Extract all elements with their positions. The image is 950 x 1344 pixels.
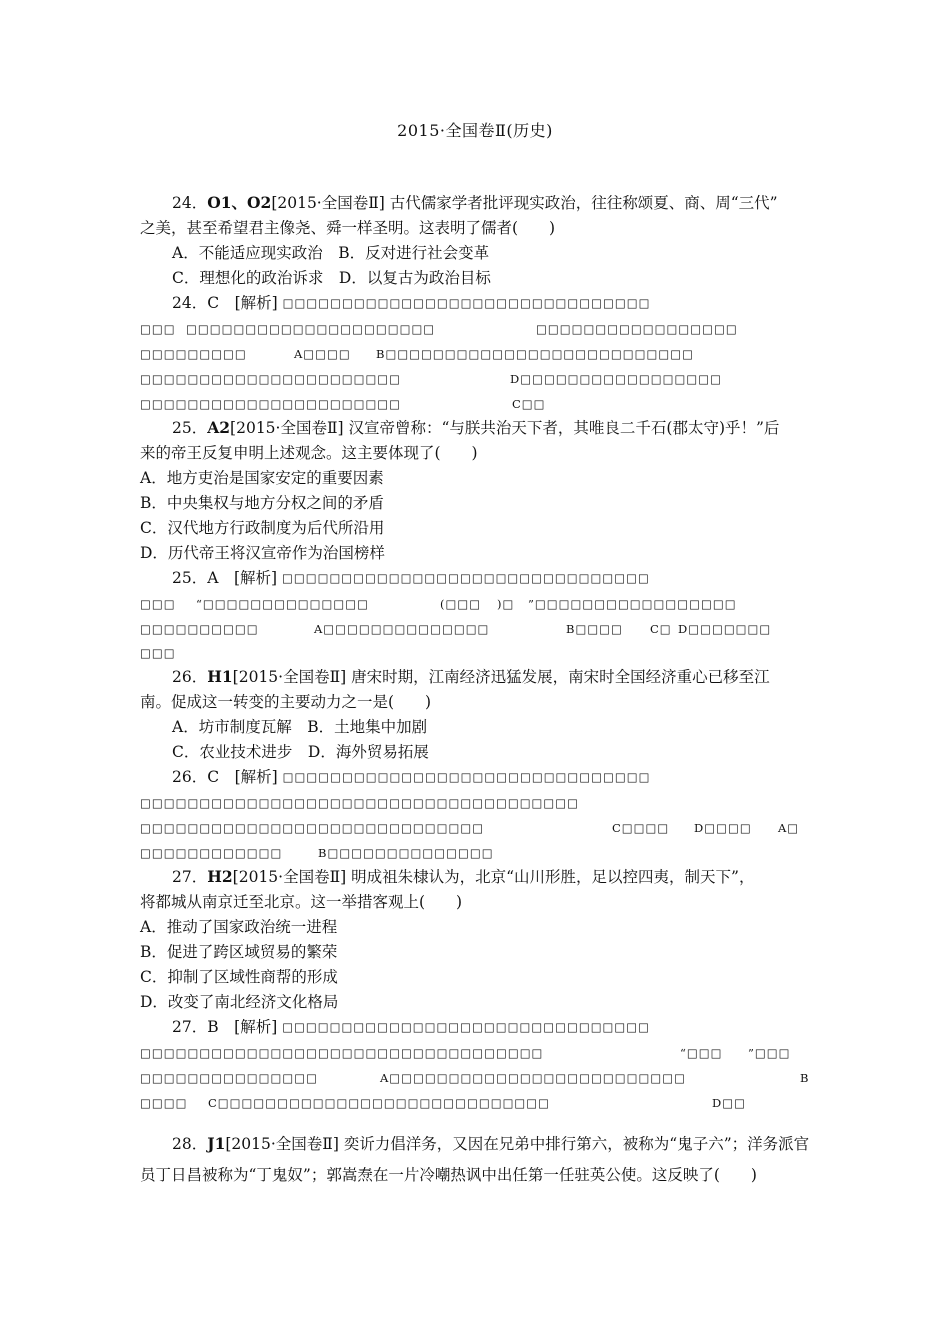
q24-answer-line [172,293,651,313]
q24-options-cd [172,268,491,288]
q27-code: H2 [207,867,233,886]
q26-analysis-garbled-3d: A□ [778,821,800,835]
q25-stem-line1 [172,418,779,438]
q25-analysis-garbled-3d: C□ [650,622,672,636]
q25-stem-line2: 来的帝王反复申明上述观念。这主要体现了( ) [140,444,478,462]
q27-analysis-garbled-3b: A□□□□□□□□□□□□□□□□□□□□□□□□□ [380,1071,686,1085]
q24-option-c: C．理想化的政治诉求 [172,269,324,287]
q27-option-a: A．推动了国家政治统一进程 [140,918,338,936]
q26-analysis-garbled-3b: C□□□□ [612,821,670,835]
q24-analysis-garbled-1: □□□□□□□□□□□□□□□□□□□□□□□□□□□□□□□ [282,296,651,310]
page-title: 2015·全国卷Ⅱ(历史) [397,121,553,140]
q27-answer-line [172,1017,650,1037]
q25-answer: 25．A [172,569,219,587]
q24-analysis-garbled-2a: □□□ [140,322,176,336]
q24-analysis-garbled-5a: □□□□□□□□□□□□□□□□□□□□□□ [140,397,402,411]
q24-option-a: A．不能适应现实政治 [172,244,323,262]
q28-number: 28． [172,1135,208,1153]
q27-analysis-garbled-2a: □□□□□□□□□□□□□□□□□□□□□□□□□□□□□□□□□□ [140,1046,544,1060]
q25-stem-text1: [2015·全国卷Ⅱ] 汉宣帝曾称：“与朕共治天下者，其唯良二千石(郡太守)乎！”后 [230,419,780,437]
q25-number: 25． [172,419,208,437]
q27-stem-line2: 将都城从南京迁至北京。这一举措客观上( ) [140,893,463,911]
q28-stem-text: [2015·全国卷Ⅱ] 奕䜣力倡洋务，又因在兄弟中排行第六，被称为“鬼子六”；洋务派官员丁日昌被称为“丁鬼奴”；郭嵩焘在一片冷嘲热讽中出任第一任驻英公使。这反映了( ) [140,1135,810,1184]
q27-analysis-garbled-4c: D□□ [712,1096,746,1110]
q26-code: H1 [207,667,233,686]
q26-option-b: B．土地集中加剧 [307,718,428,736]
q24-analysis-garbled-2b: □□□□□□□□□□□□□□□□□□□□□ [186,322,436,336]
q24-stem-text1: [2015·全国卷Ⅱ] 古代儒家学者批评现实政治，往往称颂夏、商、周“三代” [271,194,778,212]
q27-analysis-garbled-2b: “□□□ [680,1046,723,1060]
q25-analysis-garbled-2b: “□□□□□□□□□□□□□□ [196,597,369,611]
q26-stem-line2: 南。促成这一转变的主要动力之一是( ) [140,693,432,711]
q25-analysis-garbled-1: □□□□□□□□□□□□□□□□□□□□□□□□□□□□□□□ [281,571,650,585]
q24-stem-line2: 之美，甚至希望君主像尧、舜一样圣明。这表明了儒者( ) [140,219,556,237]
q26-option-a: A．坊市制度瓦解 [172,718,292,736]
q25-analysis-garbled-3b: A□□□□□□□□□□□□□□ [314,622,490,636]
q26-options-cd [172,742,429,762]
q25-analysis-garbled-3c: B□□□□ [566,622,623,636]
q27-stem-text1: [2015·全国卷Ⅱ] 明成祖朱棣认为，北京“山川形胜，足以控四夷，制天下”， [232,868,755,886]
q25-analysis-garbled-3a: □□□□□□□□□□ [140,622,259,636]
q24-code: O1、O2 [207,193,272,212]
q26-option-c: C．农业技术进步 [172,743,293,761]
q25-option-a: A．地方吏治是国家安定的重要因素 [140,469,384,487]
q27-option-c: C．抑制了区域性商帮的形成 [140,968,338,986]
q26-answer-line [172,767,651,787]
q28-stem [140,1128,812,1191]
q26-stem-line1 [172,667,770,687]
q25-analysis-garbled-2e: ”□□□□□□□□□□□□□□□□□ [528,597,737,611]
q25-analysis-garbled-2a: □□□ [140,597,176,611]
q25-option-d: D．历代帝王将汉宣帝作为治国榜样 [140,544,385,562]
q27-option-d: D．改变了南北经济文化格局 [140,993,339,1011]
q26-analysis-garbled-4b: B□□□□□□□□□□□□□□ [318,846,494,860]
q26-analysis-garbled-3a: □□□□□□□□□□□□□□□□□□□□□□□□□□□□□ [140,821,485,835]
q27-analysis-garbled-3c: B [800,1071,810,1085]
q24-option-d: D．以复古为政治目标 [338,269,491,287]
q25-analysis-garbled-2d: )□ [497,597,515,611]
q27-option-b: B．促进了跨区域贸易的繁荣 [140,943,338,961]
q28-code: J1 [207,1134,226,1153]
q24-analysis-garbled-3b: A□□□□ [294,347,351,361]
q25-option-b: B．中央集权与地方分权之间的矛盾 [140,494,384,512]
q24-analysis-tag: [解析] [234,294,278,312]
q24-analysis-garbled-2c: □□□□□□□□□□□□□□□□□ [536,322,738,336]
q24-analysis-garbled-4b: D□□□□□□□□□□□□□□□□□ [510,372,722,386]
q25-answer-line [172,568,650,588]
q27-analysis-garbled-2c: ”□□□ [748,1046,791,1060]
q24-analysis-garbled-4a: □□□□□□□□□□□□□□□□□□□□□□ [140,372,402,386]
q26-analysis-garbled-3c: D□□□□ [694,821,752,835]
q26-analysis-garbled-2: □□□□□□□□□□□□□□□□□□□□□□□□□□□□□□□□□□□□□ [140,796,580,810]
q26-stem-text1: [2015·全国卷Ⅱ] 唐宋时期，江南经济迅猛发展，南宋时全国经济重心已移至江 [232,668,770,686]
q24-analysis-garbled-3c: B□□□□□□□□□□□□□□□□□□□□□□□□□□ [376,347,694,361]
q24-analysis-garbled-3a: □□□□□□□□□ [140,347,247,361]
q24-answer: 24．C [172,294,220,312]
q24-options-ab [172,243,489,263]
q25-code: A2 [207,418,231,437]
q27-analysis-garbled-1: □□□□□□□□□□□□□□□□□□□□□□□□□□□□□□□ [282,1020,651,1034]
q24-stem-line1 [172,193,778,213]
q27-analysis-tag: [解析] [234,1018,278,1036]
q27-number: 27． [172,868,208,886]
q26-number: 26． [172,668,208,686]
q26-analysis-garbled-1: □□□□□□□□□□□□□□□□□□□□□□□□□□□□□□□ [282,770,651,784]
q26-option-d: D．海外贸易拓展 [307,743,429,761]
q27-analysis-garbled-4b: C□□□□□□□□□□□□□□□□□□□□□□□□□□□□ [208,1096,551,1110]
q26-options-ab [172,717,427,737]
q25-option-c: C．汉代地方行政制度为后代所沿用 [140,519,385,537]
q24-option-b: B．反对进行社会变革 [338,244,490,262]
q25-analysis-garbled-2c: (□□□ [440,597,482,611]
q27-answer: 27．B [172,1018,219,1036]
q26-analysis-tag: [解析] [234,768,278,786]
q26-analysis-garbled-4a: □□□□□□□□□□□□ [140,846,283,860]
q25-analysis-tag: [解析] [233,569,278,587]
q24-number: 24． [172,194,208,212]
q27-analysis-garbled-3a: □□□□□□□□□□□□□□□ [140,1071,318,1085]
q24-analysis-garbled-5b: C□□ [512,397,546,411]
q27-stem-line1 [172,867,754,887]
q27-analysis-garbled-4a: □□□□ [140,1096,188,1110]
q25-analysis-garbled-4: □□□ [140,646,176,660]
q26-answer: 26．C [172,768,220,786]
q25-analysis-garbled-3e: D□□□□□□□ [678,622,772,636]
